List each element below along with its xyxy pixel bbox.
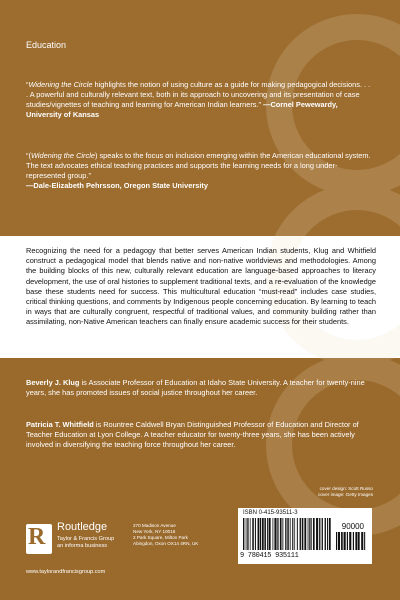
quote-book-title: Widening the Circle [28,80,93,89]
author-name: Patricia T. Whitfield [26,420,94,429]
cover-credits [318,486,373,498]
barcode-addon [336,532,366,550]
barcode-area [238,508,372,564]
quote-text: highlights the notion of using culture as a guide for making pedagogical decisions. . . . A powerful and culturally relevant text, both in its approach to uncovering and its presentation of case studies/vignettes of teaching and learning for American Indian learners.” [26,80,371,109]
author-bio-text: is Rountree Caldwell Bryan Distinguished Professor of Education and Director of Teacher Education at Lyon College. A teacher educator for twenty-three years, she has been actively involved in diversifying the teaching force throughout her career. [26,420,359,449]
book-description: Recognizing the need for a pedagogy that better serves American Indian students, Klug and Whitfield construct a pedagogical model that blends native and non-native worldviews and methodologies. Among the building blocks of this new, culturally relevant education are language-based approaches to literacy development, the use of oral histories to supplement traditional texts, and a re-evaluation of the knowledge base these students need for success. This multicultural education “must-read” includes case studies, critical thinking questions, and comments by Indigenous people concerning education. By learning to teach in ways that are culturally congruent, respectful of traditional values, and community building rather than assimilating, non-Native American teachers can finally ensure academic success for their students. [26,246,376,327]
publisher-subtitle [57,536,114,550]
address-line: Abingdon, Oxon OX14 4RN, UK [133,541,199,546]
address-line: New York, NY 10016 [133,529,176,534]
publisher-address [133,523,198,547]
quote-attribution: —Dale-Elizabeth Pehrsson, Oregon State University [26,181,208,190]
isbn-number: ISBN 0-415-93511-3 [243,510,298,516]
quote-open: “ [26,80,29,89]
quote-text: ) speaks to the focus on inclusion emerging within the American educational system. The text advocates ethical teaching practices and supports the learning needs for a long under-represented group.” [26,151,371,180]
address-line: 270 Madison Avenue [133,523,176,528]
routledge-logo-icon: R [26,524,52,554]
publisher-website: www.taylorandfrancisgroup.com [26,569,106,575]
address-line: 2 Park Square, Milton Park [133,535,188,540]
review-quote [26,80,372,120]
cover-design-credit: cover design: Scott Russo [319,486,373,491]
price-code: 90000 [341,522,364,531]
review-quote [26,151,372,191]
category-label: Education [26,40,67,50]
cover-image-credit: cover image: Getty Images [318,492,373,497]
quote-book-title: Widening the Circle [30,151,95,160]
author-bio [26,420,376,450]
quote-attribution: —Cornel Pewewardy, University of Kansas [26,100,338,119]
publisher-tagline: an informa business [57,543,108,549]
publisher-group: Taylor & Francis Group [57,536,115,542]
publisher-name: Routledge [57,521,108,533]
barcode-digits: 9 780415 935111 [240,552,299,560]
author-bio [26,378,376,398]
author-name: Beverly J. Klug [26,378,80,387]
barcode-main [243,518,331,550]
quote-open: “( [26,151,31,160]
author-bio-text: is Associate Professor of Education at Idaho State University. A teacher for twenty-nine years, she has promoted issues of social justice throughout her career. [26,378,365,397]
